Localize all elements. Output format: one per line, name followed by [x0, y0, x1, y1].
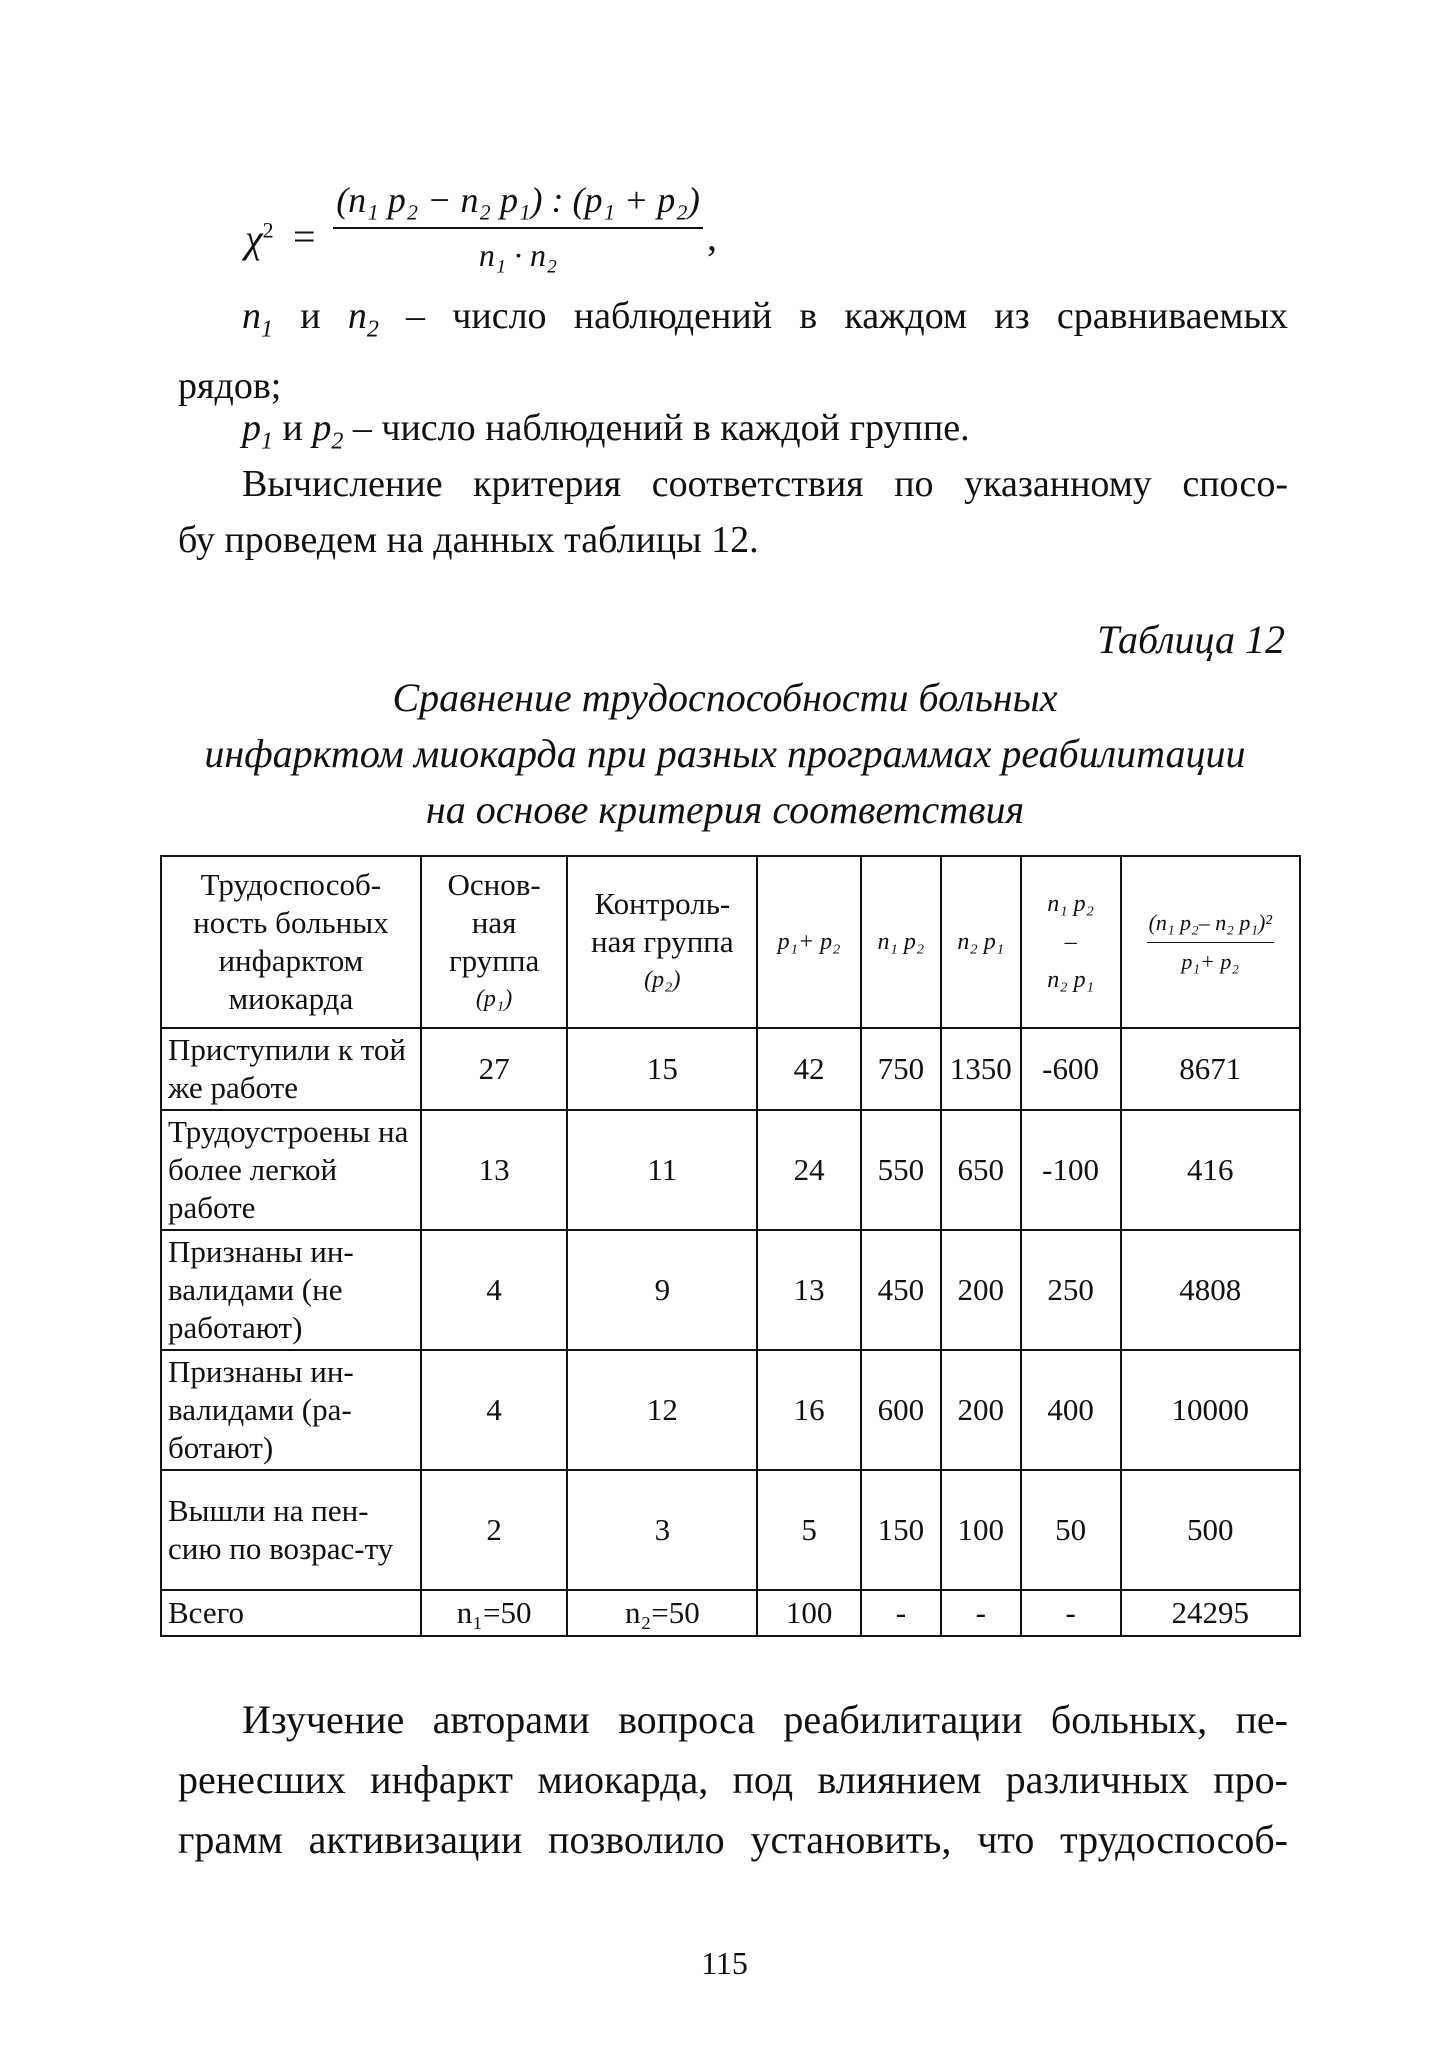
formula-numerator: (n₁ p₂ − n₂ p₁) : (p₁ + p₂): [336, 180, 700, 220]
table-number: Таблица 12: [1097, 617, 1285, 662]
table-row: Приступили к той же работе 27 15 42 750 1350 -600 8671: [161, 1028, 1300, 1110]
paragraph-intro-line2: бу проведем на данных таблицы 12.: [178, 519, 759, 561]
formula-fraction: [333, 175, 703, 277]
definition-p: $p_1$ и $p_2$ – число наблюдений в каждой группе.: [242, 407, 970, 455]
table-row: Признаны ин-валидами (не работают) 4 9 13 450 200 250 4808: [161, 1230, 1300, 1350]
paragraph-conclusion: Изучение авторами вопроса реабилитации больных, пе- ренесших инфаркт миокарда, под влиянием различных про- грамм активизации позволило установить, что трудоспособ-: [178, 1697, 1288, 1862]
definition-n-line1: $n_1$ и $n_2$ – число наблюдений в каждом из сравниваемых: [242, 295, 1288, 343]
chi-square-formula: [245, 175, 765, 285]
formula-equals: =: [293, 214, 316, 259]
table-row: Трудоустроены на более легкой работе 13 11 24 550 650 -100 416: [161, 1110, 1300, 1230]
header-chi-term: (n₁ p₂– n₂ p₁)² p₁+ p₂: [1121, 856, 1301, 1028]
paragraph-intro: [178, 456, 1288, 568]
definition-n-line2: рядов;: [178, 364, 282, 407]
definition-n: [178, 288, 1288, 414]
page-number: 115: [701, 1945, 748, 1981]
table-row: Вышли на пен-сию по возрас-ту 2 3 5 150 100 50 500: [161, 1470, 1300, 1590]
header-n1p2: n₁ p₂: [861, 856, 941, 1028]
data-table: [160, 855, 1301, 1637]
header-control-group: Контроль-ная группа (p₂): [567, 856, 757, 1028]
formula-chi: $\chi^2$: [245, 216, 274, 261]
table-total-row: Всего n₁=50 n₂=50 100 - - - 24295: [161, 1590, 1300, 1636]
header-main-group: Основ-ная группа (p₁): [421, 856, 568, 1028]
header-working-capacity: Трудоспособ-ность больных инфарктом миокарда: [161, 856, 421, 1028]
header-p1-plus-p2: p₁+ p₂: [757, 856, 861, 1028]
header-difference: n₁ p₂ – n₂ p₁: [1021, 856, 1121, 1028]
table-header-row: [161, 856, 1300, 1028]
header-n2p1: n₂ p₁: [941, 856, 1021, 1028]
formula-comma: ,: [707, 214, 717, 259]
table-title: Сравнение трудоспособности больных инфарктом миокарда при разных программах реабилитации на основе критерия соответствия: [204, 675, 1246, 832]
formula-denominator: n₁ · n₂: [478, 237, 558, 273]
formula-fraction-bar: [333, 227, 703, 229]
paragraph-intro-line1: Вычисление критерия соответствия по указанному спосо-: [242, 463, 1288, 505]
table-row: Признаны ин-валидами (ра-ботают) 4 12 16 600 200 400 10000: [161, 1350, 1300, 1470]
